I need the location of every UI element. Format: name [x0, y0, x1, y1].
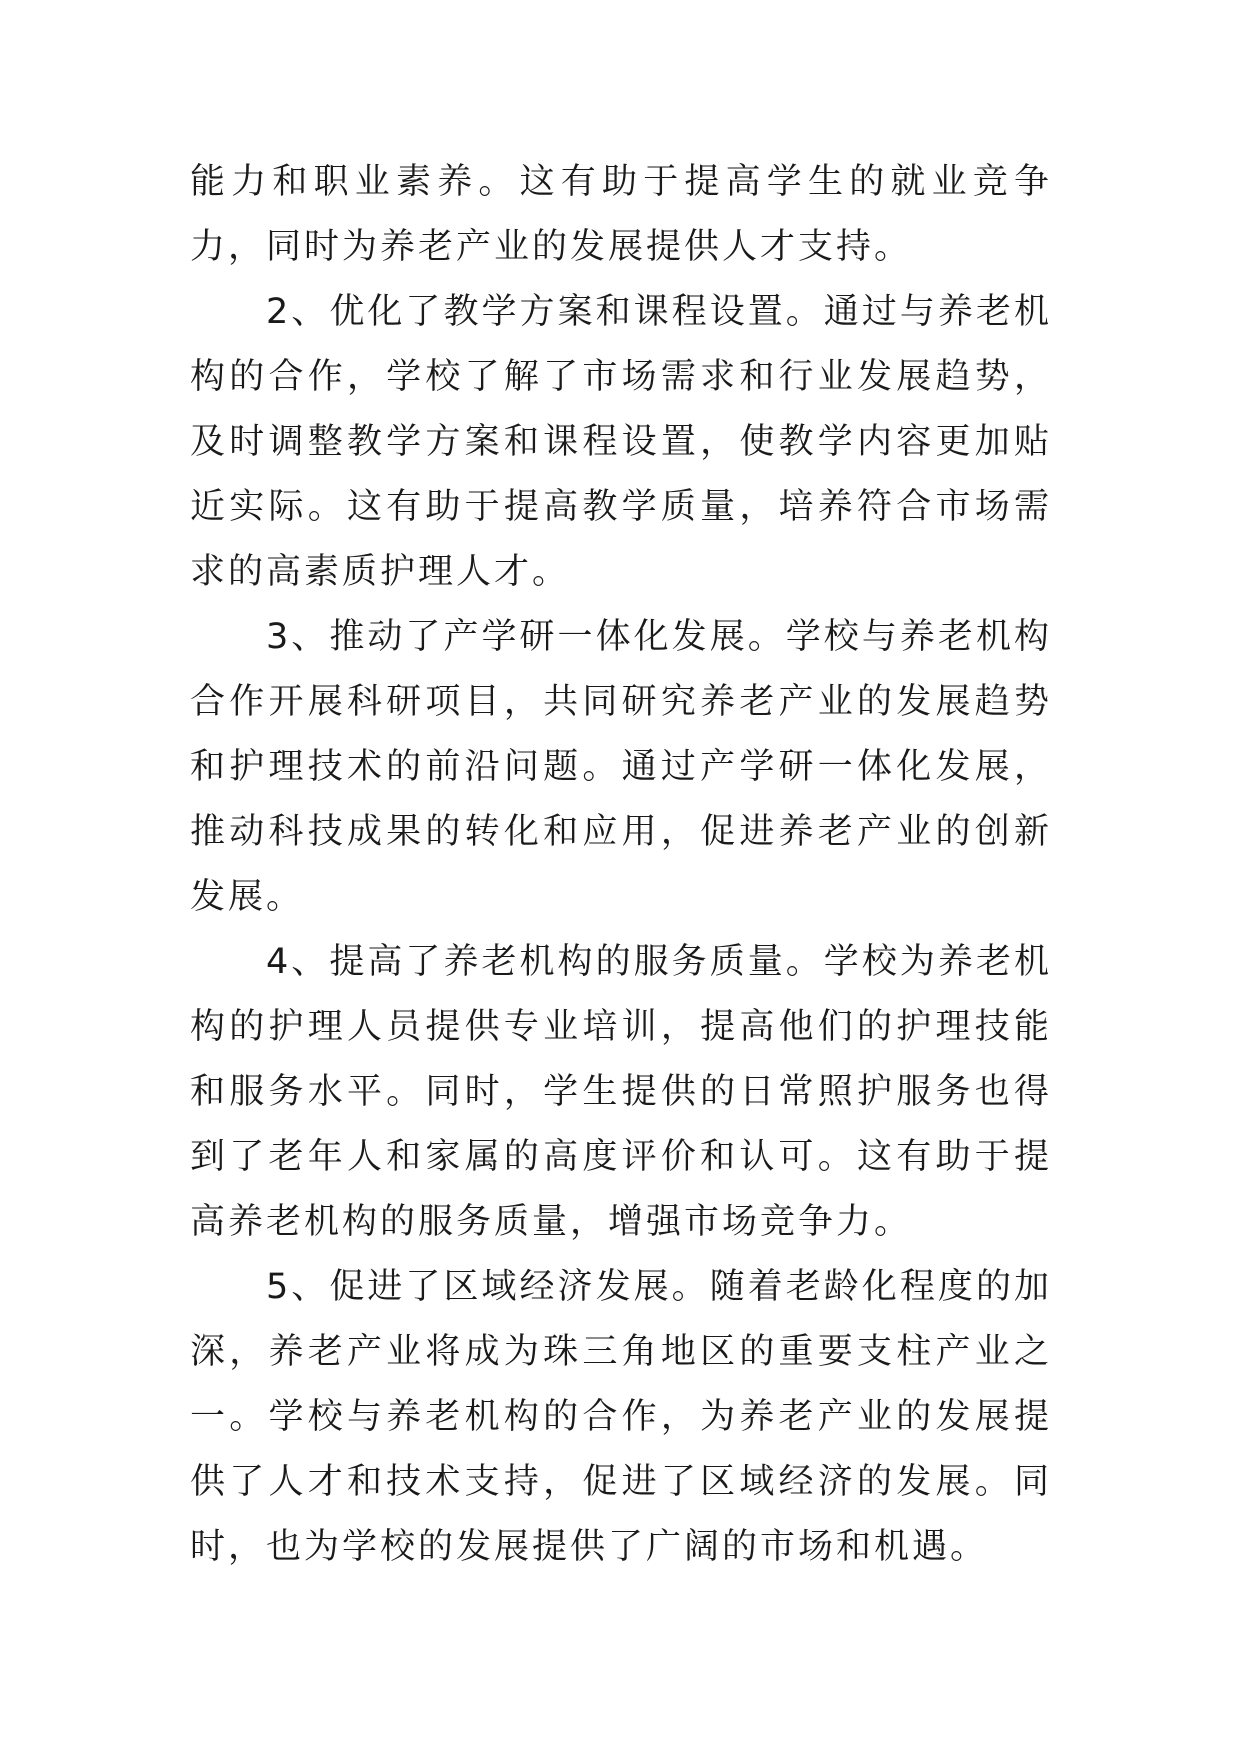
paragraph-continuation: 能力和职业素养。这有助于提高学生的就业竞争力，同时为养老产业的发展提供人才支持。: [190, 162, 1052, 267]
paragraph-item-3: 3、推动了产学研一体化发展。学校与养老机构合作开展科研项目，共同研究养老产业的发展趋势和护理技术的前沿问题。通过产学研一体化发展，推动科技成果的转化和应用，促进养老产业的创新发展。: [190, 617, 1052, 917]
document-body: [190, 150, 1052, 1580]
paragraph-item-4: 4、提高了养老机构的服务质量。学校为养老机构的护理人员提供专业培训，提高他们的护理技能和服务水平。同时，学生提供的日常照护服务也得到了老年人和家属的高度评价和认可。这有助于提高养老机构的服务质量，增强市场竞争力。: [190, 942, 1052, 1242]
paragraph-item-5: 5、促进了区域经济发展。随着老龄化程度的加深，养老产业将成为珠三角地区的重要支柱产业之一。学校与养老机构的合作，为养老产业的发展提供了人才和技术支持，促进了区域经济的发展。同时，也为学校的发展提供了广阔的市场和机遇。: [190, 1267, 1052, 1567]
paragraph-item-2: 2、优化了教学方案和课程设置。通过与养老机构的合作，学校了解了市场需求和行业发展趋势，及时调整教学方案和课程设置，使教学内容更加贴近实际。这有助于提高教学质量，培养符合市场需求的高素质护理人才。: [190, 292, 1052, 592]
